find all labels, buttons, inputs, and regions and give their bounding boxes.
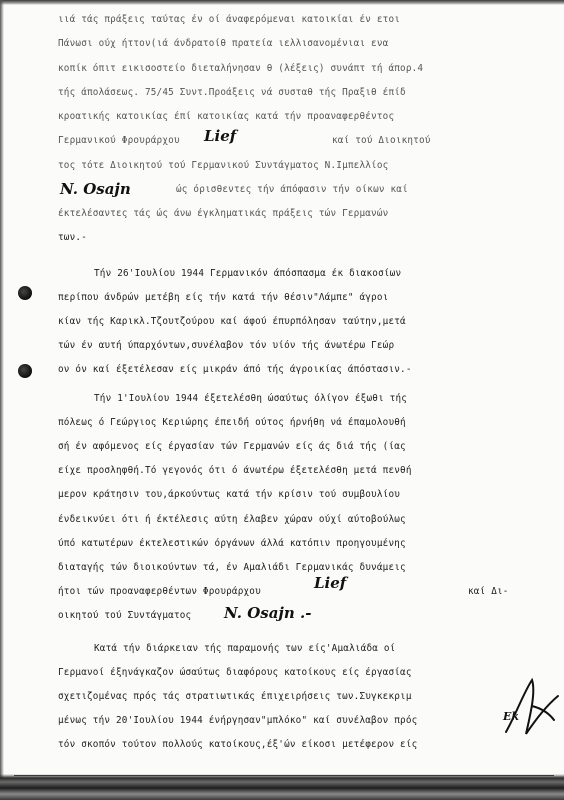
- text-line: διαταγής τών διοικούντων τά, έν Αμαλιάδι Γερμανικάς δυνάμεις: [58, 562, 406, 573]
- text-line: Πάνωσι ούχ ήττον(ιά άνδρατοίθ πρατεία ιελλισανομένιαι ενα: [58, 38, 389, 49]
- binder-hole-top: [18, 286, 32, 300]
- text-line: περίπου άνδρών μετέβη είς τήν κατά τήν θέσιν"Λάμπε" άγροι: [58, 292, 389, 303]
- binder-hole-bottom: [18, 364, 32, 378]
- text-line: ύπό κατωτέρων έκτελεστικών όργάνων άλλά κατόπιν προηγουμένης: [58, 538, 406, 549]
- corner-signature-scrawl: [502, 672, 562, 742]
- text-line: έκτελέσαντες τάς ώς άνω έγκληματικάς πράξεις τών Γερμανών: [58, 208, 389, 219]
- handwritten-signature: N. Osajn .-: [224, 604, 312, 622]
- scan-left-edge: [0, 0, 4, 800]
- text-line: μένως τήν 20'Ιουλίου 1944 ένήργησαν"μπλόκο" καί συνέλαβον πρός: [58, 715, 418, 726]
- text-line: Τήν 1'Ιουλίου 1944 έξετελέσθη ώσαύτως όλίγον έξωθι τής: [94, 393, 408, 404]
- text-line: Γερμανικού Φρουράρχου: [58, 135, 180, 146]
- text-line: οικητού τού Συντάγματος: [58, 610, 192, 621]
- text-line: είχε προσληφθή.Τό γεγονός ότι ό άνωτέρω έξετελέσθη μετά πενθή: [58, 465, 412, 476]
- handwritten-signature: N. Osajn: [60, 180, 131, 198]
- scan-top-edge: [0, 0, 564, 5]
- text-line: ώς όρισθεντες τήν άπόφασιν τήν οίκων καί: [176, 184, 408, 195]
- text-line: καί τού Διοικητού: [332, 135, 431, 146]
- text-line: καί Δι-: [468, 586, 509, 597]
- text-line: ένδεικνύει ότι ή έκτέλεσις αύτη έλαβεν χώραν ούχί αύτοβούλως: [58, 514, 406, 525]
- text-line: μερον κράτησιν του,άρκούντως κατά τήν κρίσιν τού συμβουλίου: [58, 489, 401, 500]
- text-line: κοπίκ όπιτ εικισοστείο διεταλήνησαν θ (λέξεις) συνάπτ τή άπορ.4: [58, 63, 424, 74]
- text-line: Κατά τήν διάρκειαν τής παραμονής των είς'Αμαλιάδα οί: [94, 643, 396, 654]
- text-line: ιιά τάς πράξεις ταύτας έν οί άναφερόμεναι κατοικίαι έν ετοι: [58, 14, 401, 25]
- text-line: τόν σκοπόν τούτον πολλούς κατοίκους,έξ'ών είκοσι μετέφερον είς: [58, 739, 418, 750]
- handwritten-name: Lief: [314, 574, 347, 592]
- text-line: των.-: [58, 232, 87, 243]
- text-line: τος τότε Διοικητού τού Γερμανικού Συντάγματος Ν.Ιμπελλίος: [58, 160, 389, 171]
- handwritten-name: Lief: [204, 127, 237, 145]
- text-line: κροατικής κατοικίας έπί κατοικίας κατά τήν προαναφερθέντος: [58, 111, 395, 122]
- margin-initial: Ek: [503, 710, 520, 723]
- scan-bottom-edge: [0, 760, 564, 800]
- text-line: Γερμανοί έξηνάγκαζον ώσαύτως διαφόρους κατοίκους είς έργασίας: [58, 667, 412, 678]
- text-line: σχετιζομένας πρός τάς στρατιωτικάς έπιχειρήσεις των.Συγκεκριμ: [58, 691, 412, 702]
- text-line: πόλεως ό Γεώργιος Κεριώρης έπειδή ούτος ήρνήθη νά έπαμολουθή: [58, 417, 406, 428]
- text-line: τής άπολάσεως. 75/45 Συντ.Προάξεις νά συσταθ τής Πραξιθ έπίδ: [58, 87, 406, 98]
- text-line: Τήν 26'Ιουλίου 1944 Γερμανικόν άπόσπασμα έκ διακοσίων: [94, 268, 402, 279]
- text-line: ον όν καί έξετέλεσαν είς μικράν άπό τής άγροικίας άπόστασιν.-: [58, 364, 412, 375]
- text-line: σή έν αφόμενος είς έργασίαν τών Γερμανών είς άς διά τής (ίας: [58, 441, 406, 452]
- text-line: ήτοι τών προαναφερθέντων Φρουράρχου: [58, 586, 261, 597]
- text-line: τών έν αυτή ύπαρχόντων,συνέλαβον τόν υίόν τής άνωτέρω Γεώρ: [58, 340, 395, 351]
- text-line: κίαν τής Καρικλ.Τζουτζούρου καί άφού έπυρπόλησαν ταύτην,μετά: [58, 316, 406, 327]
